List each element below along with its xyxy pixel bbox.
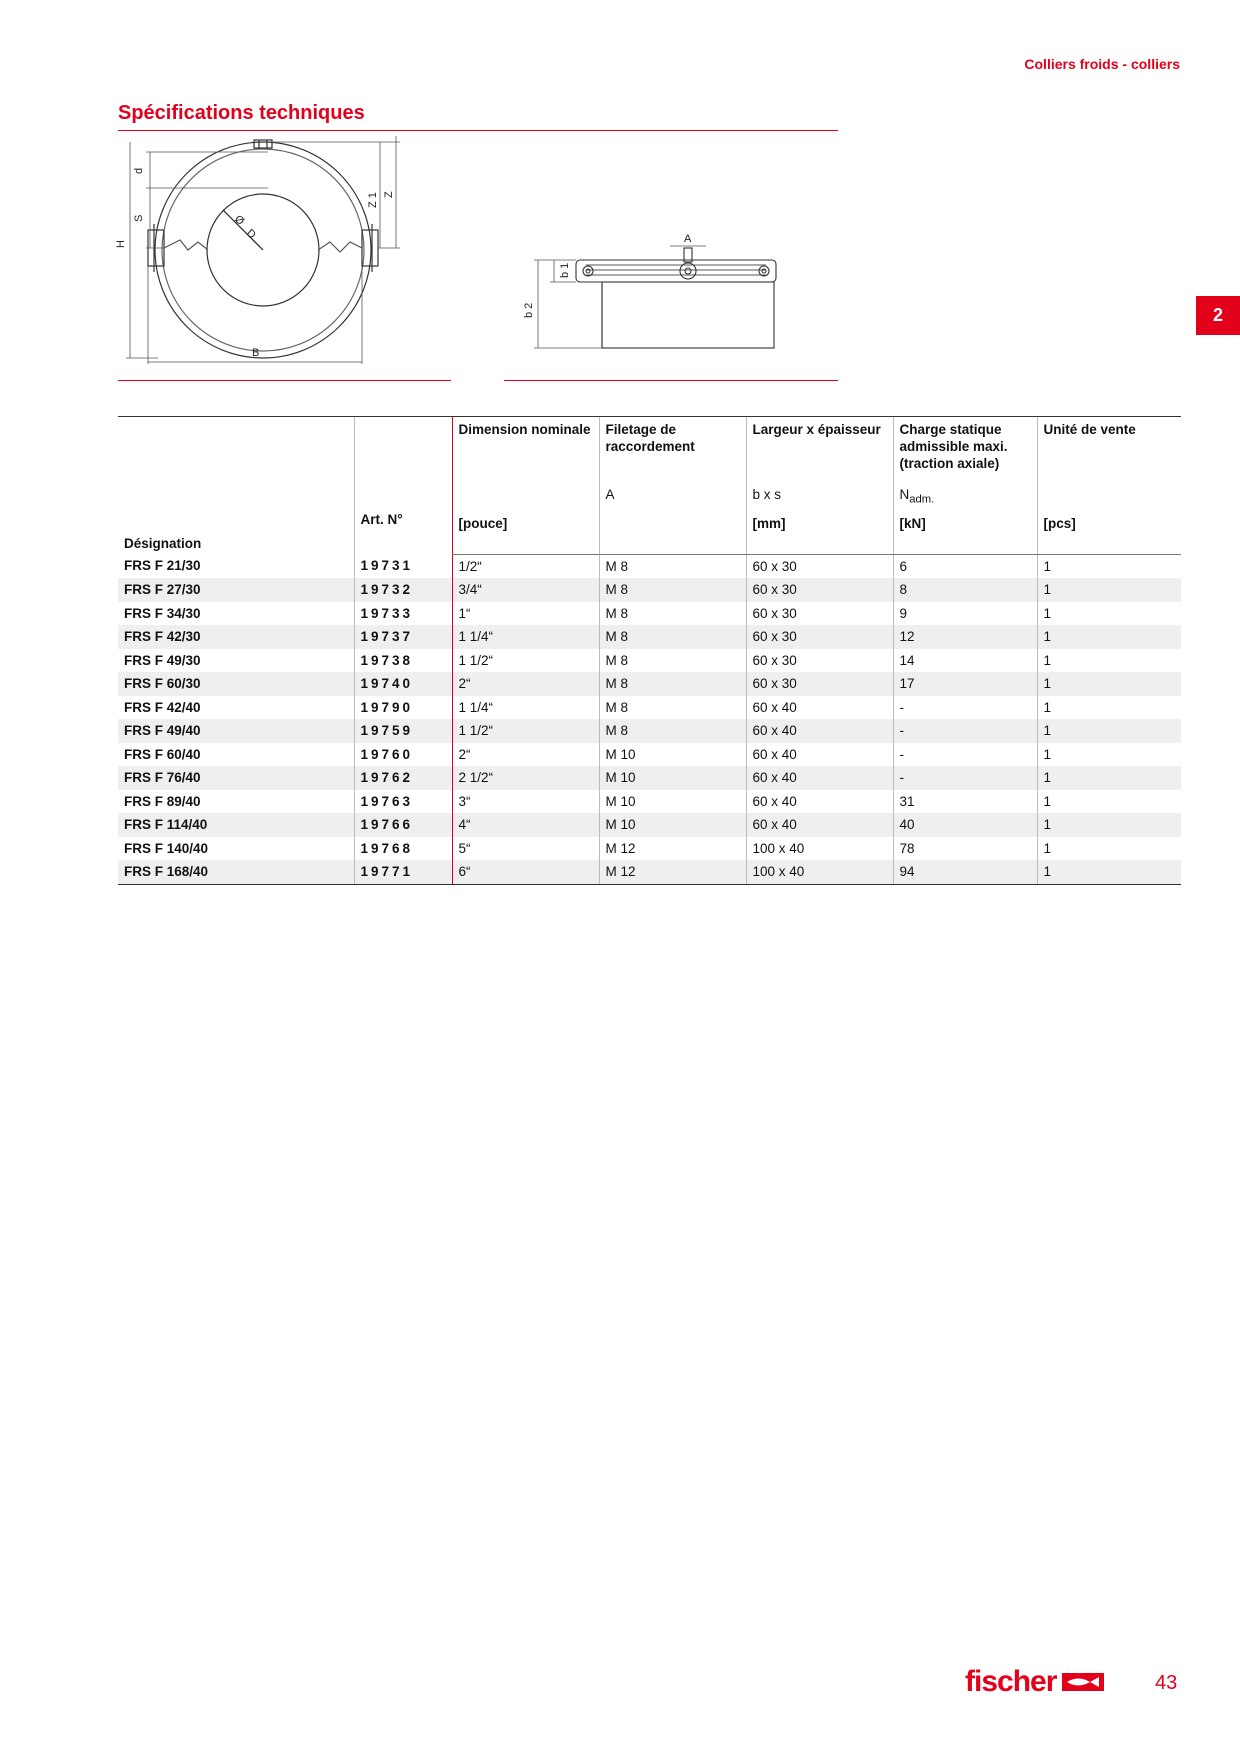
cell-designation: FRS F 140/40 [124,840,209,856]
header-nominal: Dimension nominale [452,417,599,475]
dim-label-b1: b 1 [559,262,571,278]
table-row [118,602,1181,626]
cell-art-number: 19740 [354,672,452,696]
cell-sales-unit: 1 [1037,837,1181,861]
cell-designation: FRS F 21/30 [124,558,201,574]
cell-static-load: 14 [893,649,1037,673]
spec-table-body [118,554,1181,884]
cell-nominal-size: 3/4“ [452,578,599,602]
cell-sales-unit: 1 [1037,860,1181,884]
title-divider [118,130,838,131]
table-row [118,696,1181,720]
cell-sales-unit: 1 [1037,672,1181,696]
cell-static-load: 40 [893,813,1037,837]
table-row [118,813,1181,837]
cell-designation: FRS F 49/40 [118,719,354,743]
cell-nominal-size: 4“ [452,813,599,837]
table-row [118,672,1181,696]
dim-label-z: Z [383,191,395,198]
cell-static-load: 6 [893,554,1037,578]
logo-fish-icon [1062,1673,1104,1691]
cell-art-number: 19737 [354,625,452,649]
cell-designation: FRS F 42/40 [124,699,201,715]
header-load-symbol-sub: adm. [909,493,935,506]
table-row [118,578,1181,602]
cell-art-number: 19731 [354,554,452,578]
cell-static-load: 94 [893,860,1037,884]
table-row [118,743,1181,767]
header-art: Art. N° [360,512,403,528]
cell-thread: M 10 [599,813,746,837]
page-title: Spécifications techniques [118,102,365,124]
cell-static-load: 31 [893,790,1037,814]
clamp-front-drawing [115,138,448,368]
cell-thread: M 8 [599,719,746,743]
cell-art-number: 19766 [354,813,452,837]
header-load: Charge statique admissible maxi. (traction axiale) [893,417,1037,475]
cell-nominal-size: 5“ [452,837,599,861]
cell-sales-unit: 1 [1037,813,1181,837]
dim-label-diameter: Ø [232,213,247,228]
header-load-unit: [kN] [893,511,1037,534]
drawing-divider-left [118,380,451,381]
header-designation-cell [118,417,354,555]
cell-width-thickness: 100 x 40 [746,860,893,884]
cell-designation: FRS F 89/40 [124,793,201,809]
cell-thread: M 8 [599,649,746,673]
cell-width-thickness: 60 x 40 [746,790,893,814]
chapter-tab[interactable]: 2 [1196,296,1240,335]
cell-nominal-size: 2“ [452,672,599,696]
table-row [118,837,1181,861]
cell-thread: M 8 [599,696,746,720]
cell-sales-unit: 1 [1037,743,1181,767]
cell-sales-unit: 1 [1037,625,1181,649]
header-width-symbol: b x s [746,474,893,511]
page-number: 43 [1155,1672,1178,1694]
table-row [118,719,1181,743]
cell-width-thickness: 60 x 40 [746,719,893,743]
header-width-unit: [mm] [746,511,893,534]
cell-art-number: 19762 [354,766,452,790]
header-designation: Désignation [124,536,202,552]
cell-nominal-size: 3“ [452,790,599,814]
cell-static-load: - [893,719,1037,743]
cell-sales-unit: 1 [1037,766,1181,790]
cell-thread: M 8 [599,554,746,578]
cell-nominal-size: 1“ [452,602,599,626]
table-row [118,790,1181,814]
cell-width-thickness: 60 x 40 [746,743,893,767]
cell-designation: FRS F 60/40 [124,746,201,762]
table-row [118,554,1181,578]
cell-static-load: 9 [893,602,1037,626]
cell-art-number: 19738 [354,649,452,673]
cell-art-number: 19763 [354,790,452,814]
cell-width-thickness: 60 x 30 [746,554,893,578]
dim-label-h: H [115,240,127,248]
dim-label-D: D [244,227,258,242]
cell-static-load: 8 [893,578,1037,602]
cell-art-number: 19759 [354,719,452,743]
cell-static-load: 12 [893,625,1037,649]
cell-sales-unit: 1 [1037,602,1181,626]
cell-nominal-size: 1/2“ [452,554,599,578]
cell-designation: FRS F 168/40 [118,860,354,884]
dim-label-d: d [133,167,145,174]
cell-art-number: 19771 [354,860,452,884]
cell-art-number: 19733 [354,602,452,626]
header-art-cell [354,417,452,555]
cell-designation: FRS F 34/30 [124,605,201,621]
cell-nominal-size: 1 1/4“ [452,625,599,649]
dim-label-s: S [133,214,145,222]
header-thread: Filetage de raccordement [599,417,746,475]
cell-designation: FRS F 76/40 [118,766,354,790]
cell-designation: FRS F 27/30 [118,578,354,602]
cell-nominal-size: 2“ [452,743,599,767]
spec-table [118,416,1181,885]
cell-art-number: 19790 [354,696,452,720]
table-row [118,649,1181,673]
cell-thread: M 12 [599,837,746,861]
cell-sales-unit: 1 [1037,696,1181,720]
cell-art-number: 19760 [354,743,452,767]
cell-width-thickness: 60 x 30 [746,649,893,673]
header-sales-unit-unit: [pcs] [1037,511,1181,534]
table-row [118,860,1181,884]
cell-width-thickness: 60 x 40 [746,766,893,790]
cell-sales-unit: 1 [1037,719,1181,743]
cell-sales-unit: 1 [1037,790,1181,814]
cell-thread: M 8 [599,602,746,626]
cell-thread: M 12 [599,860,746,884]
cell-thread: M 8 [599,625,746,649]
cell-width-thickness: 100 x 40 [746,837,893,861]
clamp-side-drawing [523,222,810,362]
cell-width-thickness: 60 x 30 [746,602,893,626]
cell-sales-unit: 1 [1037,554,1181,578]
cell-width-thickness: 60 x 30 [746,672,893,696]
cell-width-thickness: 60 x 30 [746,578,893,602]
header-sales-unit: Unité de vente [1037,417,1181,475]
cell-thread: M 10 [599,766,746,790]
brand-logo [965,1665,1104,1699]
cell-static-load: 17 [893,672,1037,696]
dim-label-b2: b 2 [523,302,535,318]
cell-nominal-size: 1 1/2“ [452,719,599,743]
logo-wordmark: fischer [965,1665,1057,1698]
header-nominal-unit: [pouce] [452,511,599,534]
dim-label-a: A [684,233,692,245]
cell-thread: M 8 [599,578,746,602]
cell-nominal-size: 2 1/2“ [452,766,599,790]
table-row [118,625,1181,649]
cell-thread: M 10 [599,743,746,767]
table-row [118,766,1181,790]
cell-thread: M 10 [599,790,746,814]
cell-art-number: 19768 [354,837,452,861]
header-width: Largeur x épaisseur [746,417,893,475]
cell-nominal-size: 6“ [452,860,599,884]
cell-width-thickness: 60 x 40 [746,813,893,837]
cell-width-thickness: 60 x 30 [746,625,893,649]
cell-static-load: - [893,696,1037,720]
cell-designation: FRS F 49/30 [124,652,201,668]
cell-static-load: - [893,766,1037,790]
dim-label-z1: Z 1 [367,192,379,208]
cell-sales-unit: 1 [1037,578,1181,602]
header-thread-symbol: A [599,474,746,511]
drawing-divider-right [504,380,838,381]
cell-designation: FRS F 42/30 [118,625,354,649]
cell-art-number: 19732 [354,578,452,602]
header-load-symbol: N [899,487,910,502]
header-load-symbol-cell [893,474,1037,511]
cell-designation: FRS F 60/30 [118,672,354,696]
cell-designation: FRS F 114/40 [118,813,354,837]
cell-thread: M 8 [599,672,746,696]
section-label: Colliers froids - colliers [1024,56,1180,72]
dim-label-b: B [252,347,260,359]
cell-static-load: - [893,743,1037,767]
cell-sales-unit: 1 [1037,649,1181,673]
cell-static-load: 78 [893,837,1037,861]
cell-width-thickness: 60 x 40 [746,696,893,720]
cell-nominal-size: 1 1/4“ [452,696,599,720]
cell-nominal-size: 1 1/2“ [452,649,599,673]
